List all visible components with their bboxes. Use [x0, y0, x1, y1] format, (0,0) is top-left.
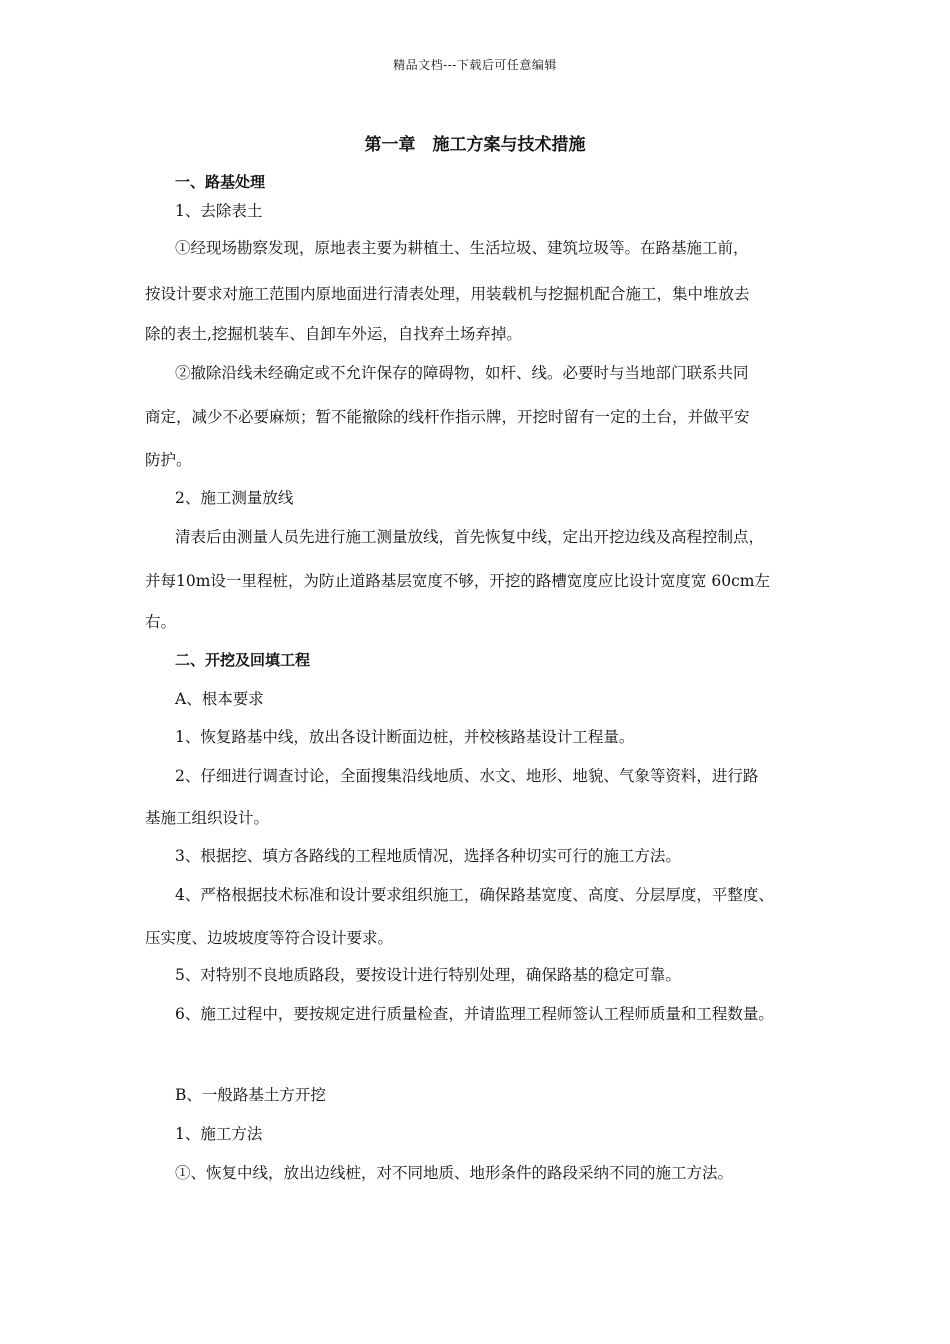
paragraph-line: 除的表土,挖掘机装车、自卸车外运，自找弃土场弃掉。 [145, 325, 522, 343]
paragraph-line: 防护。 [145, 451, 192, 469]
subsection-heading: B、一般路基土方开挖 [175, 1086, 326, 1104]
subsection-heading: 1、施工方法 [175, 1125, 263, 1143]
paragraph-line: 按设计要求对施工范围内原地面进行清表处理，用装载机与挖掘机配合施工，集中堆放去 [145, 285, 750, 303]
paragraph-line: ②撤除沿线未经确定或不允许保存的障碍物，如杆、线。必要时与当地部门联系共同 [175, 364, 749, 382]
paragraph-line: 压实度、边坡坡度等符合设计要求。 [145, 929, 394, 947]
paragraph-line: 3、根据挖、填方各路线的工程地质情况，选择各种切实可行的施工方法。 [175, 847, 681, 865]
paragraph-line: 4、严格根据技术标准和设计要求组织施工，确保路基宽度、高度、分层厚度，平整度、 [175, 886, 774, 904]
paragraph-line: 2、仔细进行调查讨论，全面搜集沿线地质、水文、地形、地貌、气象等资料，进行路 [175, 767, 759, 785]
chapter-title: 第一章 施工方案与技术措施 [364, 135, 586, 155]
paragraph-line: 6、施工过程中，要按规定进行质量检查，并请监理工程师签认工程师质量和工程数量。 [175, 1005, 774, 1023]
paragraph-line: 右。 [145, 613, 177, 631]
subsection-heading: 2、施工测量放线 [175, 489, 294, 507]
paragraph-line: 商定，减少不必要麻烦；暂不能撤除的线杆作指示牌，开挖时留有一定的土台，并做平安 [145, 408, 750, 426]
section-heading-1: 一、路基处理 [175, 173, 266, 191]
subsection-heading: 1、去除表土 [175, 202, 263, 220]
paragraph-line: ①经现场勘察发现，原地表主要为耕植土、生活垃圾、建筑垃圾等。在路基施工前， [175, 239, 749, 257]
page-header: 精品文档---下载后可任意编辑 [393, 58, 557, 72]
paragraph-line: 5、对特别不良地质路段，要按设计进行特别处理，确保路基的稳定可靠。 [175, 966, 681, 984]
paragraph-line: 清表后由测量人员先进行施工测量放线，首先恢复中线，定出开挖边线及高程控制点， [175, 528, 765, 546]
paragraph-line: 并每10m设一里程桩，为防止道路基层宽度不够，开挖的路槽宽度应比设计宽度宽 60cm左 [145, 572, 770, 590]
paragraph-line: 基施工组织设计。 [145, 809, 270, 827]
section-heading-2: 二、开挖及回填工程 [175, 651, 311, 669]
subsection-heading: A、根本要求 [175, 690, 264, 708]
paragraph-line: ①、恢复中线，放出边线桩，对不同地质、地形条件的路段采纳不同的施工方法。 [175, 1164, 734, 1182]
paragraph-line: 1、恢复路基中线，放出各设计断面边桩，并校核路基设计工程量。 [175, 728, 635, 746]
